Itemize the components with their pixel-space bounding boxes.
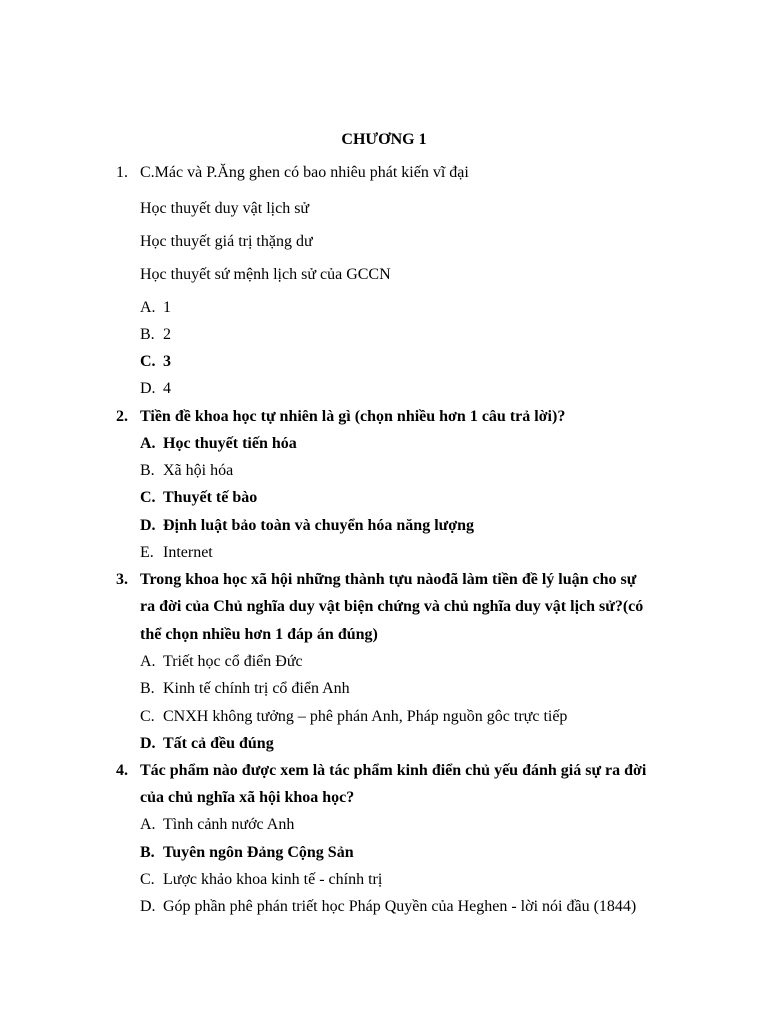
question-text: của chủ nghĩa xã hội khoa học? (140, 789, 355, 806)
note-text: Học thuyết sứ mệnh lịch sử của GCCN (140, 266, 391, 283)
question-text: C.Mác và P.Ăng ghen có bao nhiêu phát kiến vĩ đại (140, 164, 469, 181)
option-text: Định luật bảo toàn và chuyển hóa năng lượng (163, 517, 474, 534)
option-text: Góp phần phê phán triết học Pháp Quyền của Heghen - lời nói đầu (1844) (163, 898, 637, 915)
option-text: CNXH không tưởng – phê phán Anh, Pháp nguồn gôc trực tiếp (163, 708, 568, 725)
option-label: B. (140, 844, 155, 861)
question-text: Tiền đề khoa học tự nhiên là gì (chọn nhiều hơn 1 câu trả lời)? (140, 408, 566, 425)
option-text: 1 (163, 299, 171, 316)
option-label: A. (140, 299, 156, 316)
option-label: C. (140, 871, 155, 888)
option-label: A. (140, 435, 156, 452)
option-label: B. (140, 462, 155, 479)
option-label: C. (140, 708, 155, 725)
option-label: D. (140, 735, 156, 752)
option-label: C. (140, 353, 156, 370)
option-text: 4 (163, 380, 171, 397)
option-label: C. (140, 489, 156, 506)
option-text: Học thuyết tiến hóa (163, 435, 297, 452)
option-label: D. (140, 898, 156, 915)
option-label: A. (140, 653, 156, 670)
option-text: Thuyết tế bào (163, 489, 258, 506)
option-text: 2 (163, 326, 171, 343)
option-label: A. (140, 816, 156, 833)
option-label: E. (140, 544, 154, 561)
note-text: Học thuyết giá trị thặng dư (140, 233, 313, 250)
question-text: thể chọn nhiều hơn 1 đáp án đúng) (140, 626, 378, 643)
note-text: Học thuyết duy vật lịch sử (140, 200, 310, 217)
option-text: Lược khảo khoa kinh tế - chính trị (163, 871, 383, 888)
question-text: Tác phẩm nào được xem là tác phẩm kinh điển chủ yếu đánh giá sự ra đời (140, 762, 647, 779)
option-label: B. (140, 680, 155, 697)
option-text: Tình cảnh nước Anh (163, 816, 295, 833)
option-label: D. (140, 517, 156, 534)
option-label: B. (140, 326, 155, 343)
question-number: 2. (116, 408, 128, 425)
question-text: Trong khoa học xã hội những thành tựu nàođã làm tiền đề lý luận cho sự (140, 571, 637, 588)
question-number: 4. (116, 762, 128, 779)
option-text: Internet (163, 544, 213, 561)
option-label: D. (140, 380, 156, 397)
question-number: 3. (116, 571, 128, 588)
option-text: Xã hội hóa (163, 462, 234, 479)
question-text: ra đời của Chủ nghĩa duy vật biện chứng và chủ nghĩa duy vật lịch sử?(có (140, 598, 644, 615)
option-text: Tất cả đều đúng (163, 735, 274, 752)
option-text: Kinh tế chính trị cổ điển Anh (163, 680, 350, 697)
question-number: 1. (116, 164, 128, 181)
option-text: 3 (163, 353, 171, 370)
option-text: Tuyên ngôn Đảng Cộng Sản (163, 844, 354, 861)
chapter-title: CHƯƠNG 1 (341, 131, 427, 148)
option-text: Triết học cổ điển Đức (163, 653, 303, 670)
